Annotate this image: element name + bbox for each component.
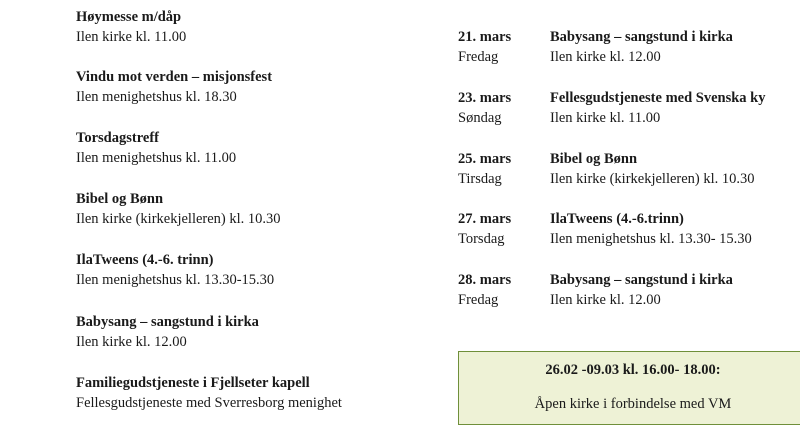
event-title: Babysang – sangstund i kirka	[550, 272, 733, 288]
event-title: Babysang – sangstund i kirka	[550, 29, 733, 45]
event-weekday: Tirsdag	[458, 171, 502, 187]
event-date: 25. mars	[458, 151, 512, 167]
event-detail: Ilen kirke kl. 12.00	[550, 49, 661, 65]
event-title: Høymesse m/dåp	[76, 9, 182, 25]
notice-title: 26.02 -09.03 kl. 16.00- 18.00:	[545, 362, 721, 378]
notice-box	[458, 351, 800, 425]
event-detail: Ilen kirke kl. 12.00	[550, 292, 661, 308]
event-title: Vindu mot verden – misjonsfest	[76, 69, 273, 85]
event-weekday: Fredag	[458, 49, 499, 65]
event-detail: Ilen kirke kl. 11.00	[76, 29, 187, 45]
event-detail: Ilen menighetshus kl. 18.30	[76, 89, 237, 105]
event-detail: Ilen kirke (kirkekjelleren) kl. 10.30	[76, 211, 281, 227]
notice-text: Åpen kirke i forbindelse med VM	[534, 396, 732, 412]
event-weekday: Torsdag	[458, 231, 505, 247]
event-detail: Ilen kirke (kirkekjelleren) kl. 10.30	[550, 171, 755, 187]
event-title: Babysang – sangstund i kirka	[76, 314, 259, 330]
event-weekday: Fredag	[458, 292, 499, 308]
event-detail: Ilen menighetshus kl. 11.00	[76, 150, 237, 166]
event-date: 21. mars	[458, 29, 512, 45]
event-date: 27. mars	[458, 211, 512, 227]
event-date: 23. mars	[458, 90, 512, 106]
event-detail: Ilen menighetshus kl. 13.30- 15.30	[550, 231, 752, 247]
event-detail: Ilen kirke kl. 11.00	[550, 110, 661, 126]
event-title: Bibel og Bønn	[76, 191, 164, 207]
event-title: Bibel og Bønn	[550, 151, 638, 167]
event-detail: Ilen kirke kl. 12.00	[76, 334, 187, 350]
event-title: Fellesgudstjeneste med Svenska ky	[550, 90, 766, 106]
event-weekday: Søndag	[458, 110, 502, 126]
event-date: 28. mars	[458, 272, 512, 288]
event-title: Torsdagstreff	[76, 130, 159, 146]
event-title: Familiegudstjeneste i Fjellseter kapell	[76, 375, 310, 391]
event-title: IlaTweens (4.-6. trinn)	[76, 252, 214, 268]
event-detail: Ilen menighetshus kl. 13.30-15.30	[76, 272, 275, 288]
event-detail: Fellesgudstjeneste med Sverresborg menighet	[76, 395, 342, 411]
event-title: IlaTweens (4.-6.trinn)	[550, 211, 684, 227]
